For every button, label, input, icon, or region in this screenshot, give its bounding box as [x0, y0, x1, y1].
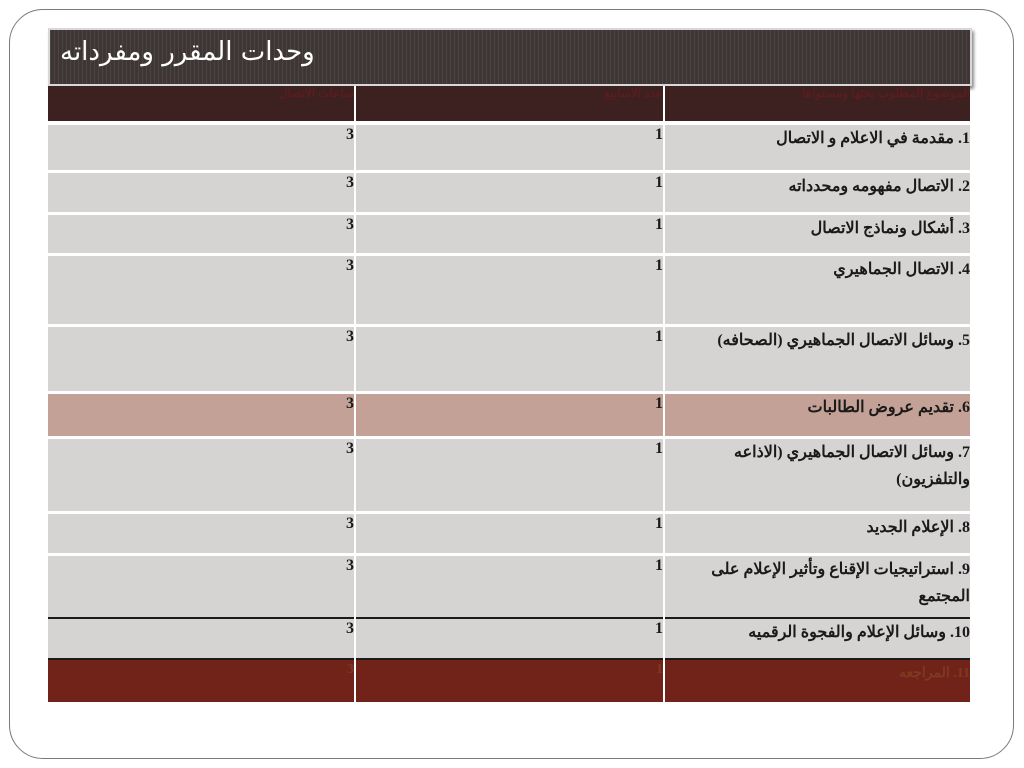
topic-cell: 10. وسائل الإعلام والفجوة الرقميه	[664, 618, 970, 659]
table-row	[48, 171, 970, 213]
weeks-cell: 1	[355, 171, 664, 213]
topic-cell: 3. أشكال ونماذج الاتصال	[664, 213, 970, 254]
hours-cell: 3	[48, 123, 355, 171]
hours-cell: 3	[48, 437, 355, 512]
hours-cell: 3	[48, 659, 355, 702]
table-row	[48, 437, 970, 512]
topic-cell: 6. تقديم عروض الطالبات	[664, 392, 970, 437]
header-weeks: عدد الاسابيع	[355, 86, 664, 123]
weeks-cell: 1	[355, 618, 664, 659]
slide-title: وحدات المقرر ومفرداته	[60, 37, 315, 67]
header-topics: الموضوع المطلوب بحثها ومستواها	[664, 86, 970, 123]
course-units-table	[48, 86, 970, 702]
topic-cell: 7. وسائل الاتصال الجماهيري (الاذاعه والتلفزيون)	[664, 437, 970, 512]
topic-cell: 9. استراتيجيات الإقناع وتأثير الإعلام على المجتمع	[664, 554, 970, 618]
weeks-cell: 1	[355, 554, 664, 618]
weeks-cell: 1	[355, 123, 664, 171]
hours-cell: 3	[48, 325, 355, 392]
topic-cell: 2. الاتصال مفهومه ومحدداته	[664, 171, 970, 213]
weeks-cell: 1	[355, 437, 664, 512]
title-bar	[48, 28, 972, 86]
table-row	[48, 325, 970, 392]
table-row	[48, 213, 970, 254]
hours-cell: 3	[48, 392, 355, 437]
header-contact-hours: ساعات الاتصال	[48, 86, 355, 123]
hours-cell: 3	[48, 213, 355, 254]
table-row	[48, 123, 970, 171]
table-row	[48, 512, 970, 554]
hours-cell: 3	[48, 512, 355, 554]
table-row-highlighted	[48, 392, 970, 437]
hours-cell: 3	[48, 254, 355, 325]
weeks-cell: 1	[355, 254, 664, 325]
table-header-row	[48, 86, 970, 123]
topic-cell: 11. المراجعه	[664, 659, 970, 702]
hours-cell: 3	[48, 554, 355, 618]
table-row	[48, 554, 970, 618]
weeks-cell: 1	[355, 659, 664, 702]
topic-cell: 1. مقدمة في الاعلام و الاتصال	[664, 123, 970, 171]
topic-cell: 4. الاتصال الجماهيري	[664, 254, 970, 325]
topic-cell: 5. وسائل الاتصال الجماهيري (الصحافه)	[664, 325, 970, 392]
weeks-cell: 1	[355, 325, 664, 392]
topic-cell: 8. الإعلام الجديد	[664, 512, 970, 554]
table-row	[48, 618, 970, 659]
weeks-cell: 1	[355, 213, 664, 254]
hours-cell: 3	[48, 618, 355, 659]
hours-cell: 3	[48, 171, 355, 213]
weeks-cell: 1	[355, 512, 664, 554]
weeks-cell: 1	[355, 392, 664, 437]
table-row	[48, 254, 970, 325]
table-row-last	[48, 659, 970, 702]
